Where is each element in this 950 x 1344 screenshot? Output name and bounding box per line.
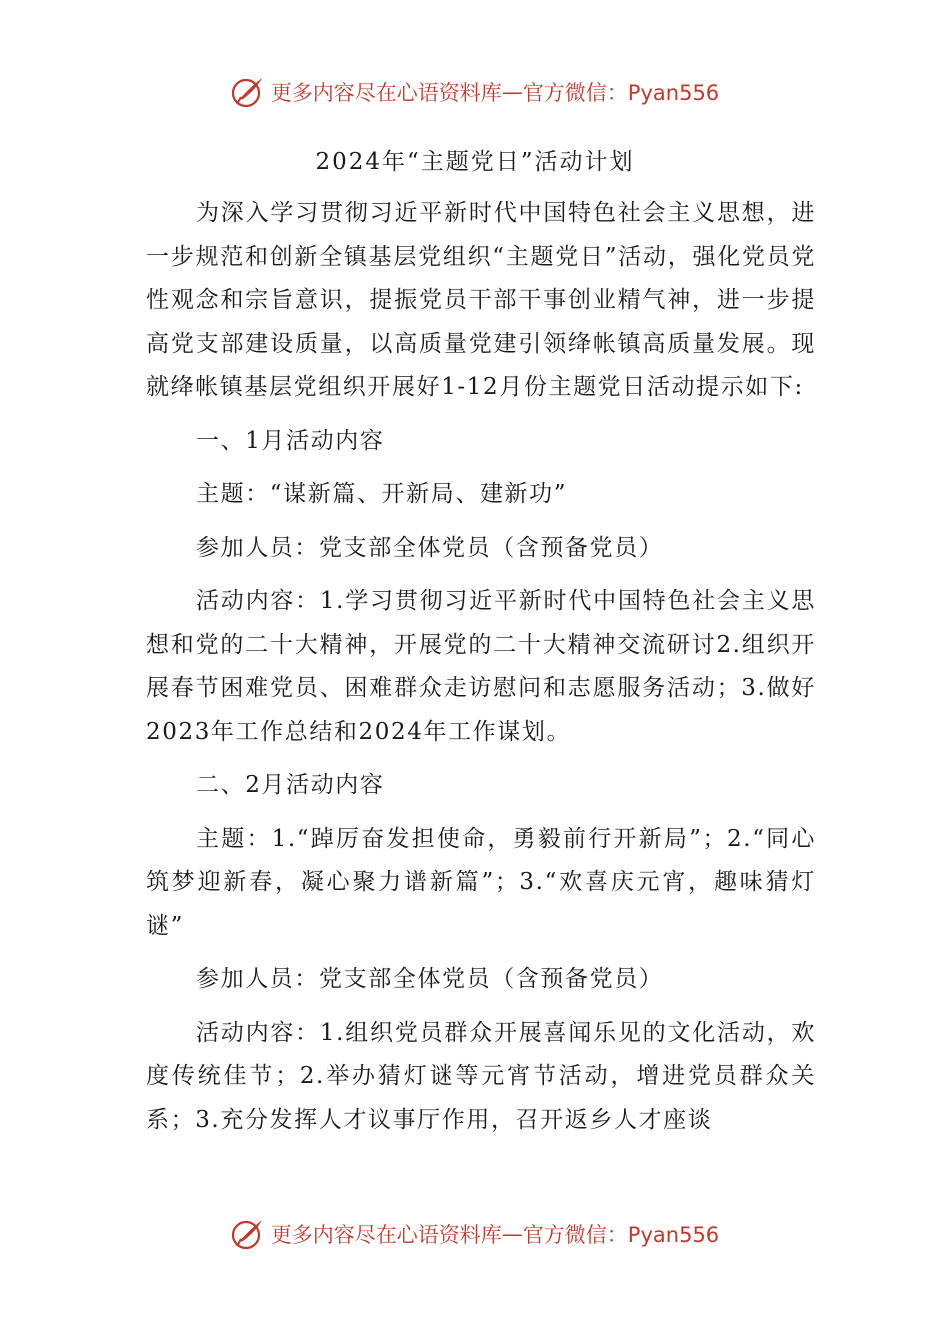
section-heading-january: 一、1月活动内容 xyxy=(196,427,385,454)
intro-paragraph: 为深入学习贯彻习近平新时代中国特色社会主义思想，进一步规范和创新全镇基层党组织“主题党日”活动，强化党员党性观念和宗旨意识，提振党员干部干事创业精气神，进一步提高党支部建设质量，以高质量党建引领绛帐镇高质量发展。现就绛帐镇基层党组织开展好1-12月份主题党日活动提示如下: xyxy=(146,200,816,400)
quill-logo-icon xyxy=(231,75,265,109)
february-theme: 主题：1.“踔厉奋发担使命，勇毅前行开新局”；2.“同心筑梦迎新春，凝心聚力谱新篇”；3.“欢喜庆元宵，趣味猜灯谜” xyxy=(146,825,816,939)
banner-dash: — xyxy=(501,80,523,104)
banner-dash: — xyxy=(501,1222,523,1246)
document-title: 2024年“主题党日”活动计划 xyxy=(315,149,635,175)
banner-wechat: 官方微信：Pyan556 xyxy=(522,1223,720,1247)
section-heading-february: 二、2月活动内容 xyxy=(196,772,385,798)
january-theme: 主题：“谋新篇、开新局、建新功” xyxy=(196,481,568,507)
header-banner xyxy=(0,70,950,114)
banner-title: 更多内容尽在心语资料库 xyxy=(270,1223,502,1247)
document-body xyxy=(146,192,816,1142)
footer-banner xyxy=(0,1212,950,1256)
quill-logo-icon xyxy=(231,1217,265,1251)
january-activities: 活动内容：1.学习贯彻习近平新时代中国特色社会主义思想和党的二十大精神，开展党的二十大精神交流研讨2.组织开展春节困难党员、困难群众走访慰问和志愿服务活动；3.做好2023年工作总结和2024年工作谋划。 xyxy=(146,588,816,745)
january-participants: 参加人员：党支部全体党员（含预备党员） xyxy=(196,534,664,561)
banner-title: 更多内容尽在心语资料库 xyxy=(270,81,502,105)
banner-wechat: 官方微信：Pyan556 xyxy=(522,81,720,105)
february-activities: 活动内容：1.组织党员群众开展喜闻乐见的文化活动，欢度传统佳节；2.举办猜灯谜等元宵节活动，增进党员群众关系；3.充分发挥人才议事厅作用，召开返乡人才座谈 xyxy=(146,1019,816,1133)
february-participants: 参加人员：党支部全体党员（含预备党员） xyxy=(196,966,664,992)
